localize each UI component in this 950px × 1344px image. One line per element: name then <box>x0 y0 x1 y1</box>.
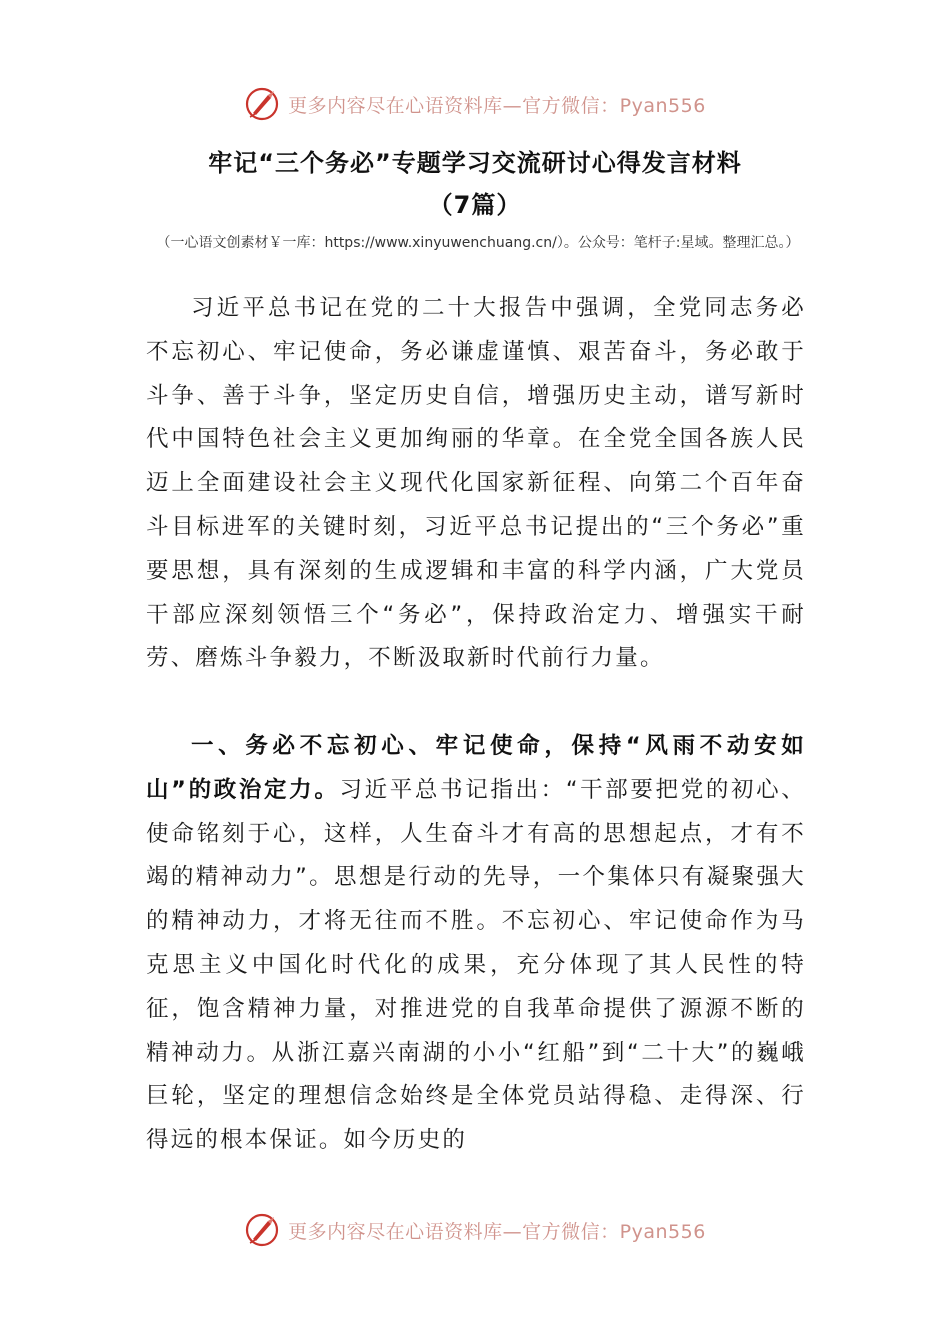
body-paragraph-intro: 习近平总书记在党的二十大报告中强调，全党同志务必不忘初心、牢记使命，务必谦虚谨慎、艰苦奋斗，务必敢于斗争、善于斗争，坚定历史自信，增强历史主动，谱写新时代中国特色社会主义更加绚丽的华章。在全党全国各族人民迈上全面建设社会主义现代化国家新征程、向第二个百年奋斗目标进军的关键时刻，习近平总书记提出的“三个务必”重要思想，具有深刻的生成逻辑和丰富的科学内涵，广大党员干部应深刻领悟三个“务必”，保持政治定力、增强实干耐劳、磨炼斗争毅力，不断汲取新时代前行力量。 <box>146 295 806 672</box>
source-note: （一心语文创素材￥一库：https://www.xinyuwenchuang.cn/）。公众号：笔杆子:星域。整理汇总。） <box>156 235 800 251</box>
section-one-text: 习近平总书记指出：“干部要把党的初心、使命铭刻于心，这样，人生奋斗才有高的思想起点，才有不竭的精神动力”。思想是行动的先导，一个集体只有凝聚强大的精神动力，才将无往而不胜。不忘初心、牢记使命作为马克思主义中国化时代化的成果，充分体现了其人民性的特征，饱含精神力量，对推进党的自我革命提供了源源不断的精神动力。从浙江嘉兴南湖的小小“红船”到“二十大”的巍峨巨轮，坚定的理想信念始终是全体党员站得稳、走得深、行得远的根本保证。如今历史的 <box>146 776 807 1154</box>
watermark-footer <box>0 1208 950 1252</box>
watermark-text: 更多内容尽在心语资料库—官方微信：Pyan556 <box>288 1220 706 1243</box>
document-title: 牢记“三个务必”专题学习交流研讨心得发言材料 <box>208 149 742 177</box>
section-heading-one: 一、务必不忘初心、牢记使命，保持“风雨不动安如山”的政治定力。 <box>146 733 806 803</box>
body-paragraph-section-one <box>146 725 806 1163</box>
watermark-text: 更多内容尽在心语资料库—官方微信：Pyan556 <box>288 94 706 117</box>
quill-logo-icon <box>244 86 280 122</box>
watermark-header <box>0 82 950 126</box>
document-subtitle-count: （7篇） <box>428 191 522 219</box>
quill-logo-icon <box>244 1212 280 1248</box>
